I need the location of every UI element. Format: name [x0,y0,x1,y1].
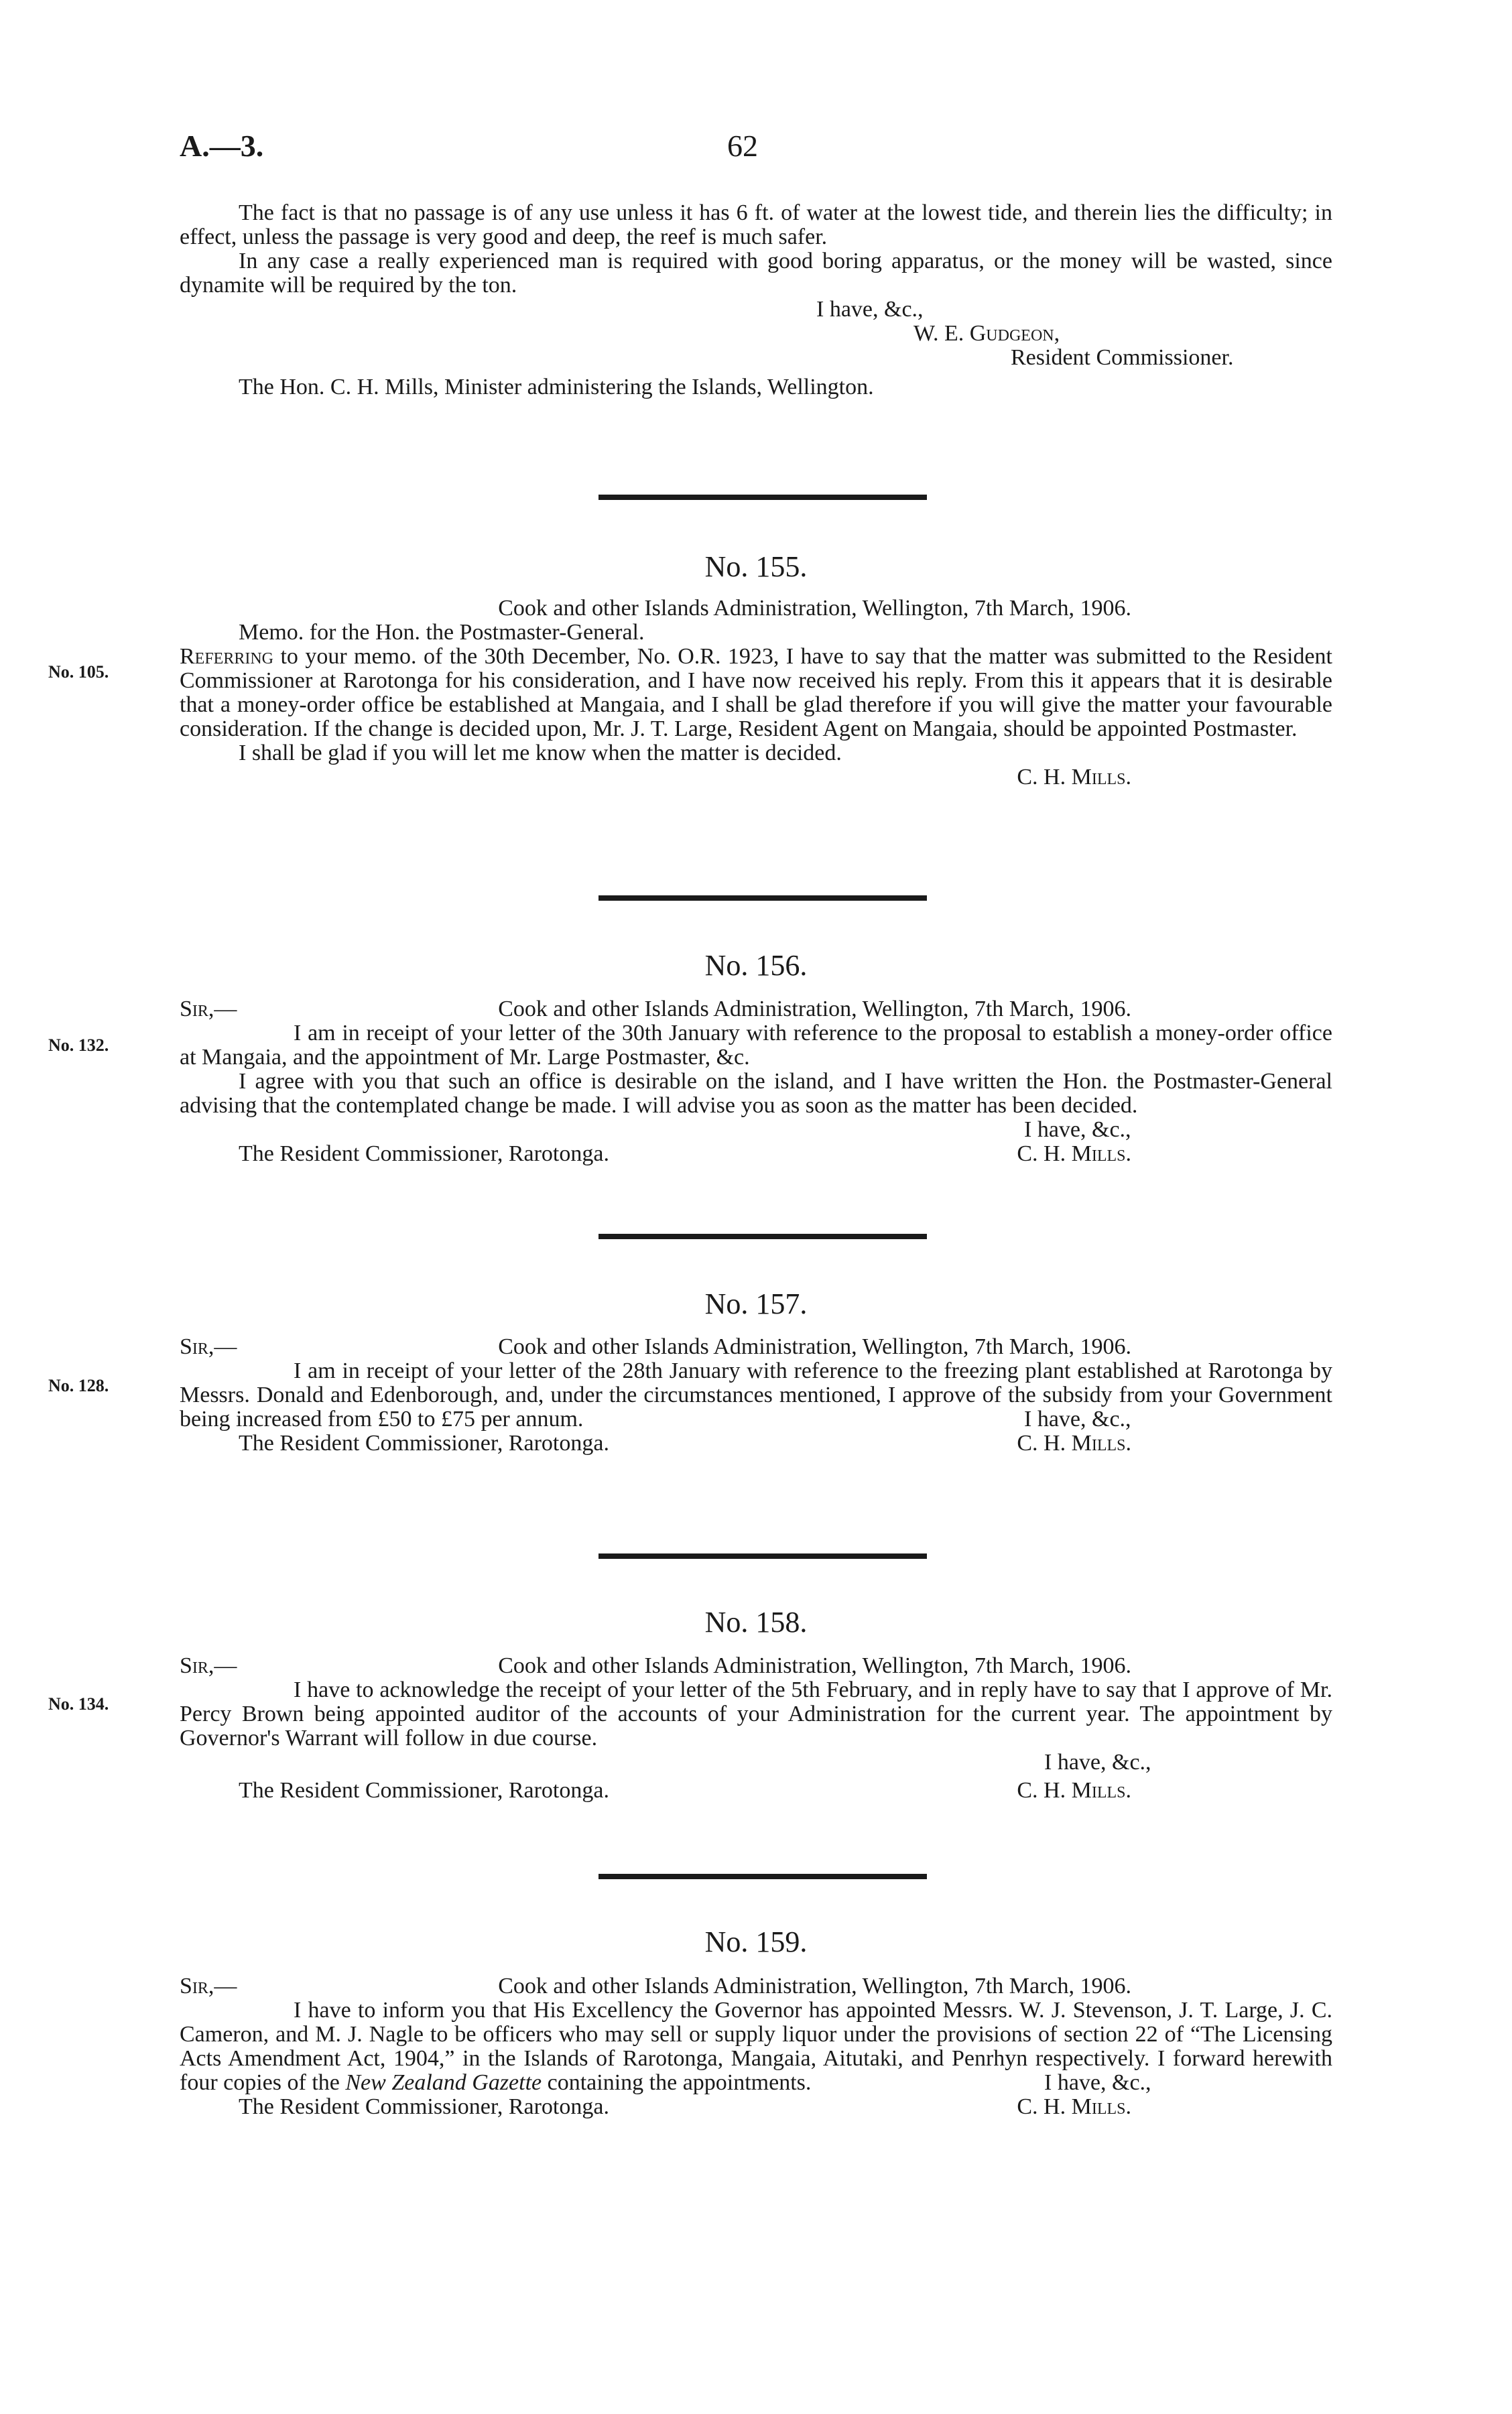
letter-body-2: I shall be glad if you will let me know when the matter is decided. [239,741,842,765]
margin-reference: No. 128. [48,1376,109,1395]
section-divider [598,495,927,500]
letter-159 [180,1974,1332,2119]
letter-addressee: The Resident Commissioner, Rarotonga. [239,1778,609,1803]
letter-addressee: The Resident Commissioner, Rarotonga. [239,1141,609,1166]
intro-paragraph-1: The fact is that no passage is of any use unless it has 6 ft. of water at the lowest tide, and therein lies the difficulty; in effect, unless the passage is very good and deep, the reef is much safer. [180,200,1332,249]
letter-signature: C. H. Mills. [1017,1141,1131,1166]
letter-number: No. 155. [704,550,808,583]
letter-dateline: Cook and other Islands Administration, Wellington, 7th March, 1906. [498,1974,1131,1998]
letter-close: I have, &c., [1044,1750,1151,1775]
letter-close: I have, &c., [1044,2070,1151,2095]
page-number: 62 [727,129,758,163]
intro-paragraph-2: In any case a really experienced man is required with good boring apparatus, or the money will be wasted, since dynamite will be required by the ton. [180,249,1332,298]
memo-heading: Memo. for the Hon. the Postmaster-General. [239,620,645,645]
intro-addressee: The Hon. C. H. Mills, Minister administering the Islands, Wellington. [239,375,874,399]
letter-dateline: Cook and other Islands Administration, Wellington, 7th March, 1906. [498,1653,1131,1678]
body-text-end: containing the appointments. [542,2070,812,2095]
letter-signature [180,765,1332,789]
salutation: Sir,— [180,1334,237,1359]
section-divider [598,1553,927,1559]
intro-signature: W. E. Gudgeon, [914,321,1060,346]
letter-155 [180,596,1332,789]
letter-body: I have to acknowledge the receipt of your letter of the 5th February, and in reply have to say that I approve of Mr. Percy Brown being appointed auditor of the accounts of your Administration for the current year. The appointment by Governor's Warrant will follow in due course. [180,1677,1332,1751]
letter-body: I am in receipt of your letter of the 28th January with reference to the freezing plant established at Rarotonga by Messrs. Donald and Edenborough, and, under the circumstances mentioned, I approve of the subsidy from your Government being increased from £50 to £75 per annum. [180,1358,1332,1432]
salutation: Sir,— [180,1653,237,1678]
intro-section [180,201,1332,399]
letter-signature: C. H. Mills. [1017,1778,1131,1803]
salutation: Sir,— [180,1974,237,1998]
letter-close: I have, &c., [1024,1117,1131,1142]
letter-number: No. 158. [704,1606,808,1639]
margin-reference: No. 105. [48,662,109,682]
body-text: I have to inform you that His Excellency the Governor has appointed Messrs. W. J. Stevenson, J. T. Large, J. C. Cameron, and M. J. Nagle to be officers who may sell or supply liquor under the provisions of section 22 of “The Licensing Acts Amendment Act, 1904,” in the Islands of Rarotonga, Mangaia, Aitutaki, and Penrhyn respectively. I forward herewith four copies of the [180,1998,1332,2095]
section-divider [598,895,927,901]
signature-text: C. H. Mills. [1017,765,1131,789]
letter-number: No. 156. [704,949,808,982]
intro-close: I have, &c., [816,297,924,322]
close-text: I have, &c., [1024,1407,1131,1432]
letter-body: I am in receipt of your letter of the 30th January with reference to the proposal to establish a money-order office at Mangaia, and the appointment of Mr. Large Postmaster, &c. [180,1021,1332,1070]
letter-addressee: The Resident Commissioner, Rarotonga. [239,2094,609,2119]
letter-dateline: Cook and other Islands Administration, Wellington, 7th March, 1906. [498,596,1131,621]
intro-title: Resident Commissioner. [1011,345,1234,370]
series-reference: A.—3. [180,129,264,163]
letter-156 [180,997,1332,1166]
letter-dateline: Cook and other Islands Administration, Wellington, 7th March, 1906. [498,1334,1131,1359]
opening-word: Referring [180,644,274,669]
letter-body-2: I agree with you that such an office is desirable on the island, and I have written the Hon. the Postmaster-General advising that the contemplated change be made. I will advise you as soon as the matter has been decided. [180,1069,1332,1118]
letter-signature: C. H. Mills. [1017,1431,1131,1456]
margin-reference: No. 132. [48,1035,109,1055]
letter-number: No. 159. [704,1925,808,1958]
letter-signature: C. H. Mills. [1017,2094,1131,2119]
letter-addressee: The Resident Commissioner, Rarotonga. [239,1431,609,1456]
letter-157 [180,1335,1332,1456]
letter-number: No. 157. [704,1287,808,1320]
salutation: Sir,— [180,997,237,1021]
gazette-title: New Zealand Gazette [345,2070,542,2095]
letter-body: to your memo. of the 30th December, No. O.R. 1923, I have to say that the matter was submitted to the Resident Commissioner at Rarotonga for his consideration, and I have now received his reply. From this it appears that it is desirable that a money-order office be established at Mangaia, and I shall be glad therefore if you will give the matter your favourable consideration. If the change is decided upon, Mr. J. T. Large, Resident Agent on Mangaia, should be appointed Postmaster. [180,644,1332,741]
margin-reference: No. 134. [48,1694,109,1714]
section-divider [598,1874,927,1879]
letter-158 [180,1654,1332,1803]
section-divider [598,1234,927,1239]
letter-dateline: Cook and other Islands Administration, Wellington, 7th March, 1906. [498,997,1131,1021]
